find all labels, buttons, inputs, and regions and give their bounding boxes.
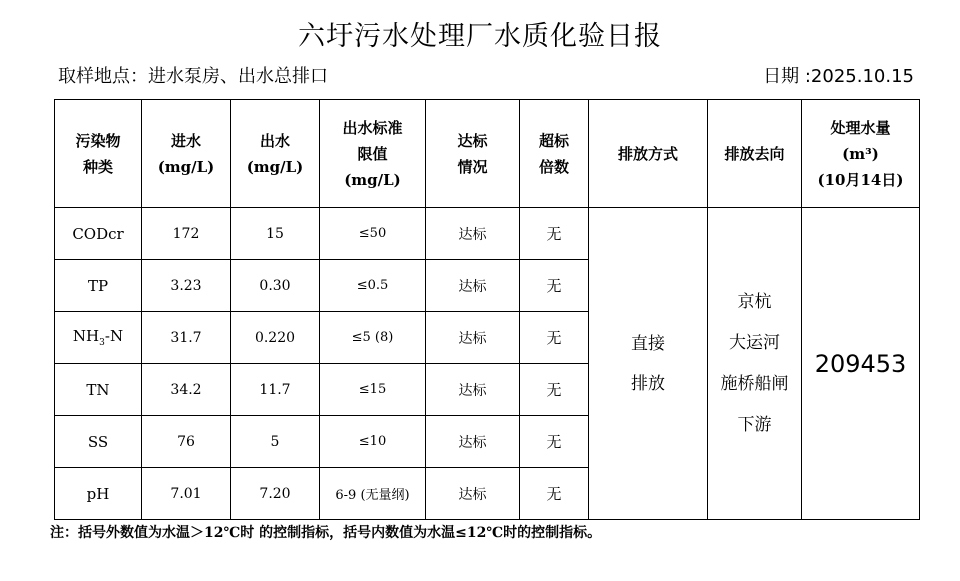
effluent-cell: 7.20 [231, 468, 320, 520]
discharge-destination-cell: 京杭 大运河 施桥船闸 下游 [708, 208, 802, 520]
status-cell: 达标 [426, 208, 520, 260]
report-title: 六圩污水处理厂水质化验日报 [298, 21, 662, 52]
limit-cell: ≤0.5 [320, 260, 426, 312]
limit-cell: ≤15 [320, 364, 426, 416]
footnote: 注：括号外数值为水温＞12℃时 的控制指标，括号内数值为水温≤12℃时的控制指标。 [50, 525, 602, 541]
header-exceed: 超标 倍数 [520, 100, 589, 208]
treated-volume-cell: 209453 [802, 208, 920, 520]
effluent-cell: 15 [231, 208, 320, 260]
header-discharge-destination: 排放去向 [708, 100, 802, 208]
limit-cell: ≤5 (8) [320, 312, 426, 364]
effluent-cell: 11.7 [231, 364, 320, 416]
header-treated-volume: 处理水量 (m³) (10月14日) [802, 100, 920, 208]
exceed-cell: 无 [520, 260, 589, 312]
header-influent: 进水 (mg/L) [142, 100, 231, 208]
limit-cell: ≤10 [320, 416, 426, 468]
table-row [55, 208, 920, 260]
sampling-location: 取样地点：进水泵房、出水总排口 [58, 66, 328, 87]
pollutant-cell: $NH_3-N$ [55, 312, 142, 364]
status-cell: 达标 [426, 468, 520, 520]
pollutant-cell: TP [55, 260, 142, 312]
exceed-cell: 无 [520, 416, 589, 468]
header-effluent: 出水 (mg/L) [231, 100, 320, 208]
discharge-method-cell: 直接 排放 [589, 208, 708, 520]
status-cell: 达标 [426, 260, 520, 312]
exceed-cell: 无 [520, 364, 589, 416]
header-pollutant: 污染物 种类 [55, 100, 142, 208]
header-row [55, 100, 920, 208]
limit-cell: ≤50 [320, 208, 426, 260]
exceed-cell: 无 [520, 208, 589, 260]
effluent-cell: 0.30 [231, 260, 320, 312]
status-cell: 达标 [426, 416, 520, 468]
exceed-cell: 无 [520, 468, 589, 520]
limit-cell: 6-9 (无量纲) [320, 468, 426, 520]
pollutant-cell: pH [55, 468, 142, 520]
status-cell: 达标 [426, 364, 520, 416]
header-status: 达标 情况 [426, 100, 520, 208]
status-cell: 达标 [426, 312, 520, 364]
header-limit: 出水标准 限值 (mg/L) [320, 100, 426, 208]
exceed-cell: 无 [520, 312, 589, 364]
pollutant-cell: SS [55, 416, 142, 468]
effluent-cell: 0.220 [231, 312, 320, 364]
influent-cell: 34.2 [142, 364, 231, 416]
influent-cell: 3.23 [142, 260, 231, 312]
effluent-cell: 5 [231, 416, 320, 468]
report-date: 日期 :2025.10.15 [763, 66, 914, 87]
influent-cell: 31.7 [142, 312, 231, 364]
pollutant-cell: TN [55, 364, 142, 416]
influent-cell: 76 [142, 416, 231, 468]
influent-cell: 7.01 [142, 468, 231, 520]
water-quality-table [54, 99, 920, 520]
pollutant-cell: CODcr [55, 208, 142, 260]
header-discharge-method: 排放方式 [589, 100, 708, 208]
influent-cell: 172 [142, 208, 231, 260]
